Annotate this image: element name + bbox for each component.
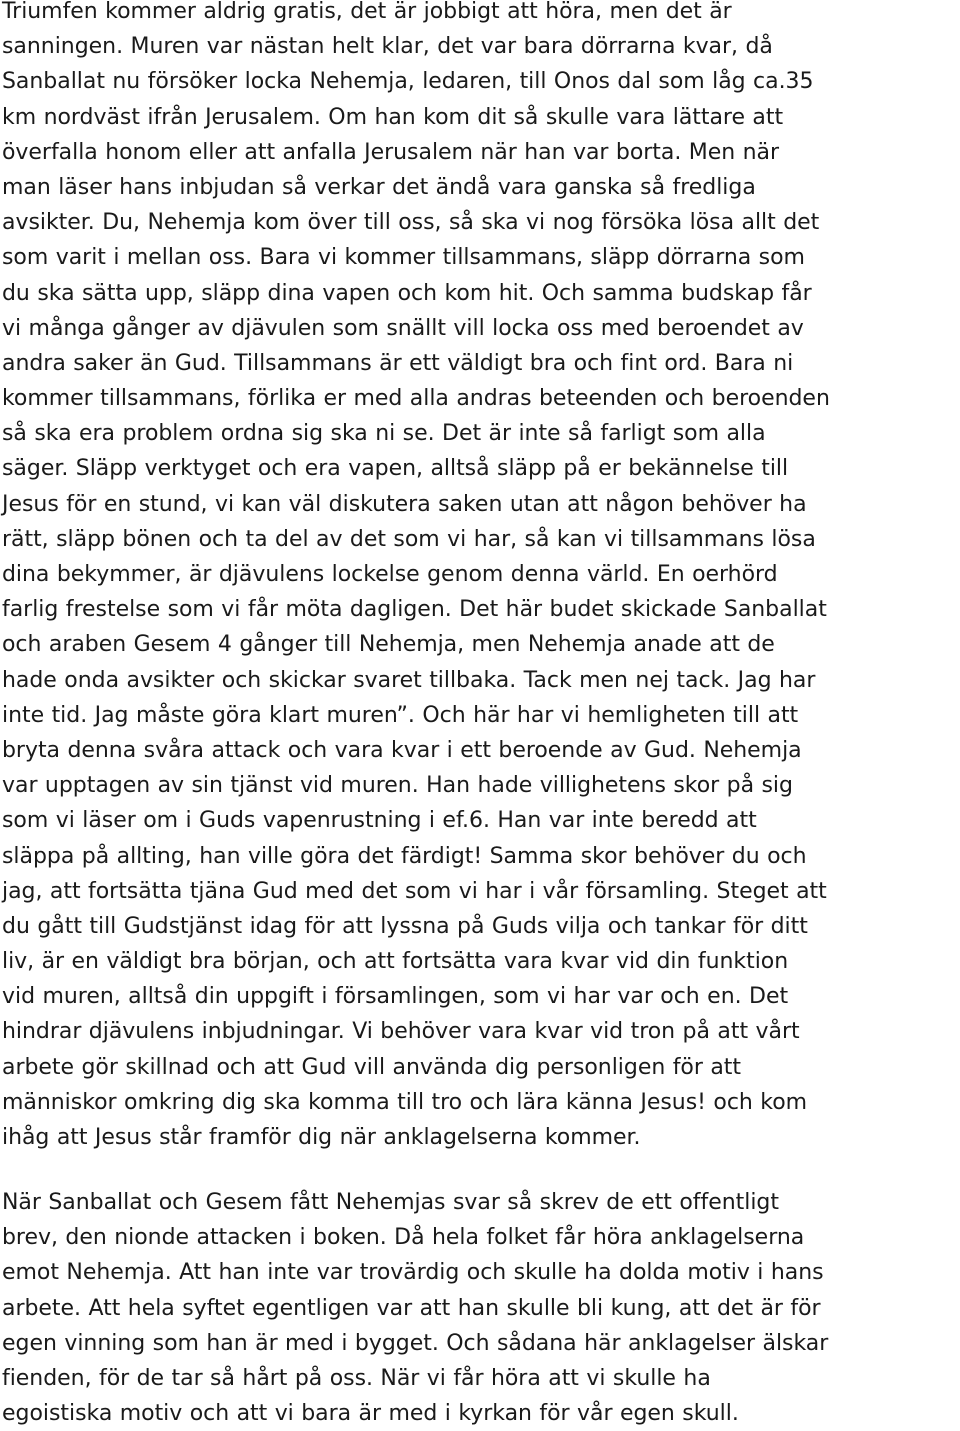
text-line: fienden, för de tar så hårt på oss. När vi får höra att vi skulle ha [2, 1365, 711, 1391]
text-line: var upptagen av sin tjänst vid muren. Han hade villighetens skor på sig [2, 773, 793, 799]
text-line: så ska era problem ordna sig ska ni se. Det är inte så farligt som alla [2, 421, 766, 447]
text-line: dina bekymmer, är djävulens lockelse genom denna värld. En oerhörd [2, 562, 778, 587]
text-line: liv, är en väldigt bra början, och att fortsätta vara kvar vid din funktion [2, 949, 789, 975]
text-line: vi många gånger av djävulen som snällt vill locka oss med beroendet av [2, 315, 804, 341]
paragraph [2, 1185, 960, 1431]
text-line: ihåg att Jesus står framför dig när anklagelserna kommer. [2, 1125, 641, 1150]
text-line: Jesus för en stund, vi kan väl diskutera saken utan att någon behöver ha [2, 491, 807, 517]
text-line: brev, den nionde attacken i boken. Då hela folket får höra anklagelserna [2, 1225, 805, 1251]
text-line: bryta denna svåra attack och vara kvar i ett beroende av Gud. Nehemja [2, 737, 802, 763]
text-line: arbete gör skillnad och att Gud vill använda dig personligen för att [2, 1054, 741, 1080]
text-line: När Sanballat och Gesem fått Nehemjas svar så skrev de ett offentligt [2, 1190, 779, 1215]
text-line: andra saker än Gud. Tillsammans är ett väldigt bra och fint ord. Bara ni [2, 350, 794, 376]
text-line: kommer tillsammans, förlika er med alla andras beteenden och beroenden [2, 386, 830, 412]
text-line: du ska sätta upp, släpp dina vapen och kom hit. Och samma budskap får [2, 280, 812, 306]
text-line: hindrar djävulens inbjudningar. Vi behöver vara kvar vid tron på att vårt [2, 1019, 800, 1045]
text-line: människor omkring dig ska komma till tro och lära känna Jesus! och kom [2, 1089, 808, 1115]
text-line: vid muren, alltså din uppgift i församlingen, som vi har var och en. Det [2, 984, 789, 1010]
text-line: arbete. Att hela syftet egentligen var att han skulle bli kung, att det är för [2, 1295, 821, 1321]
text-line: som vi läser om i Guds vapenrustning i ef.6. Han var inte beredd att [2, 808, 757, 834]
text-line: sanningen. Muren var nästan helt klar, det var bara dörrarna kvar, då [2, 34, 773, 60]
text-line: rätt, släpp bönen och ta del av det som vi har, så kan vi tillsammans lösa [2, 526, 816, 552]
text-line: hade onda avsikter och skickar svaret tillbaka. Tack men nej tack. Jag har [2, 667, 816, 693]
text-line: överfalla honom eller att anfalla Jerusalem när han var borta. Men när [2, 139, 780, 165]
text-line: inte tid. Jag måste göra klart muren”. Och här har vi hemligheten till att [2, 702, 799, 728]
text-line: du gått till Gudstjänst idag för att lyssna på Guds vilja och tankar för ditt [2, 913, 808, 939]
text-line: släppa på allting, han ville göra det färdigt! Samma skor behöver du och [2, 843, 807, 869]
text-line: avsikter. Du, Nehemja kom över till oss, så ska vi nog försöka lösa allt det [2, 210, 820, 236]
text-line: emot Nehemja. Att han inte var trovärdig och skulle ha dolda motiv i hans [2, 1260, 824, 1286]
text-line: Triumfen kommer aldrig gratis, det är jobbigt att höra, men det är [2, 0, 732, 24]
text-line: man läser hans inbjudan så verkar det ändå vara ganska så fredliga [2, 174, 756, 200]
text-line: egen vinning som han är med i bygget. Och sådana här anklagelser älskar [2, 1330, 829, 1356]
text-line: Sanballat nu försöker locka Nehemja, ledaren, till Onos dal som låg ca.35 [2, 69, 814, 95]
text-line: som varit i mellan oss. Bara vi kommer tillsammans, släpp dörrarna som [2, 245, 805, 271]
text-line: jag, att fortsätta tjäna Gud med det som vi har i vår församling. Steget att [2, 878, 827, 904]
text-line: egoistiska motiv och att vi bara är med i kyrkan för vår egen skull. [2, 1401, 739, 1427]
text-line: km nordväst ifrån Jerusalem. Om han kom dit så skulle vara lättare att [2, 104, 784, 130]
text-line: farlig frestelse som vi får möta dagligen. Det här budet skickade Sanballat [2, 597, 827, 623]
paragraph [2, 0, 960, 1155]
text-line: och araben Gesem 4 gånger till Nehemja, men Nehemja anade att de [2, 632, 775, 658]
text-line: säger. Släpp verktyget och era vapen, alltså släpp på er bekännelse till [2, 456, 789, 482]
